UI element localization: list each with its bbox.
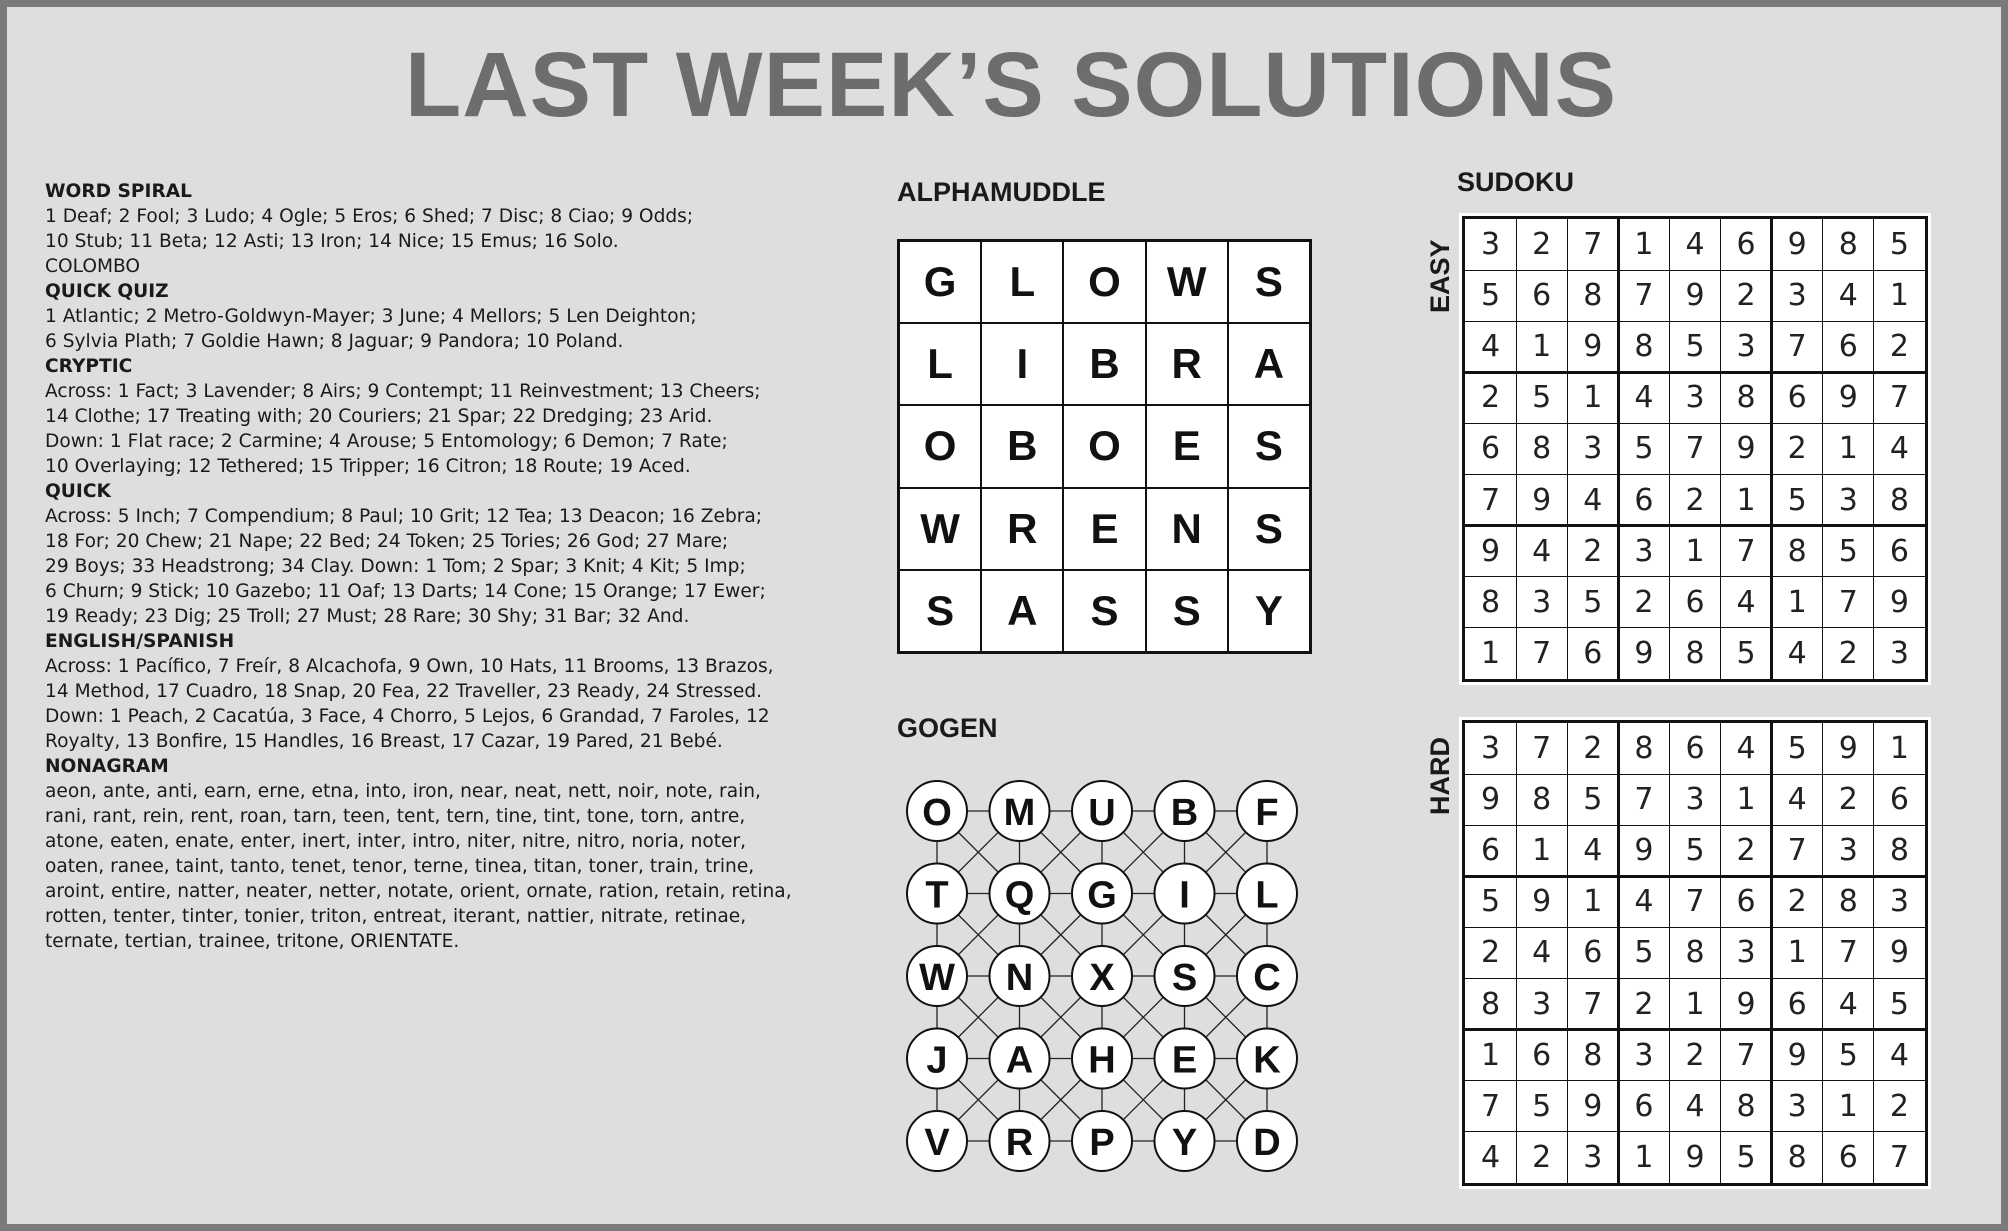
page-title: LAST WEEK’S SOLUTIONS — [405, 34, 1617, 136]
sudoku-cell: 7 — [1532, 731, 1552, 767]
section-answer-line: aroint, entire, natter, neater, netter, notate, orient, ornate, ration, retain, retina, — [45, 881, 792, 902]
sudoku-cell: 9 — [1685, 278, 1705, 314]
alphamuddle-cell: S — [1063, 570, 1145, 652]
gogen-letter: Q — [1004, 874, 1035, 917]
sudoku-cell: 4 — [1634, 884, 1654, 920]
alphamuddle-heading: ALPHAMUDDLE — [897, 177, 1106, 207]
sudoku-cell: 4 — [1889, 431, 1909, 467]
section-heading: QUICK QUIZ — [45, 281, 169, 302]
sudoku-easy-grid — [1462, 216, 1928, 682]
gogen-letter: X — [1089, 957, 1115, 999]
gogen-letter: A — [1005, 1039, 1034, 1082]
section-answer-line: Across: 5 Inch; 7 Compendium; 8 Paul; 10 Grit; 12 Tea; 13 Deacon; 16 Zebra; — [45, 506, 763, 527]
sudoku-cell: 4 — [1583, 833, 1603, 869]
sudoku-cell: 4 — [1685, 1088, 1705, 1124]
sudoku-cell: 2 — [1736, 278, 1756, 314]
section-answer-line: Across: 1 Pacífico, 7 Freír, 8 Alcachofa, 9 Own, 10 Hats, 11 Brooms, 13 Brazos, — [45, 656, 774, 677]
sudoku-cell: 9 — [1634, 635, 1654, 671]
sudoku-heading: SUDOKU — [1457, 167, 1575, 197]
sudoku-cell: 2 — [1736, 833, 1756, 869]
section-heading: ENGLISH/SPANISH — [45, 631, 235, 652]
sudoku-cell: 4 — [1481, 329, 1501, 365]
sudoku-cell: 7 — [1583, 227, 1603, 263]
sudoku-cell: 9 — [1583, 329, 1603, 365]
sudoku-cell: 5 — [1736, 635, 1756, 671]
gogen-letter: I — [1179, 874, 1190, 917]
sudoku-cell: 6 — [1634, 1088, 1654, 1124]
sudoku-cell: 2 — [1889, 329, 1909, 365]
sudoku-cell: 4 — [1736, 584, 1756, 620]
sudoku-hard-grid — [1462, 720, 1928, 1186]
section-answer-line: 14 Method, 17 Cuadro, 18 Snap, 20 Fea, 22 Traveller, 23 Ready, 24 Stressed. — [45, 681, 763, 702]
sudoku-cell: 7 — [1634, 782, 1654, 818]
gogen-letter: B — [1170, 792, 1199, 834]
section-answer-line: 10 Stub; 11 Beta; 12 Asti; 13 Iron; 14 Nice; 15 Emus; 16 Solo. — [45, 231, 619, 252]
sudoku-cell: 8 — [1889, 833, 1909, 869]
alphamuddle-cell: N — [1146, 488, 1228, 570]
sudoku-cell: 6 — [1787, 380, 1807, 416]
sudoku-cell: 4 — [1838, 986, 1858, 1022]
sudoku-cell: 9 — [1889, 935, 1909, 971]
sudoku-cell: 5 — [1532, 1088, 1552, 1124]
sudoku-cell: 9 — [1838, 731, 1858, 767]
alphamuddle-cell: E — [1146, 405, 1228, 487]
sudoku-cell: 2 — [1838, 635, 1858, 671]
sudoku-cell: 4 — [1685, 227, 1705, 263]
sudoku-cell: 2 — [1583, 533, 1603, 569]
sudoku-cell: 4 — [1532, 533, 1552, 569]
sudoku-cell: 8 — [1634, 329, 1654, 365]
sudoku-cell: 1 — [1736, 782, 1756, 818]
section-answer-line: Down: 1 Flat race; 2 Carmine; 4 Arouse; 5 Entomology; 6 Demon; 7 Rate; — [45, 431, 728, 452]
sudoku-cell: 6 — [1532, 278, 1552, 314]
gogen-letter: J — [926, 1039, 948, 1082]
section-answer-line: 1 Deaf; 2 Fool; 3 Ludo; 4 Ogle; 5 Eros; 6 Shed; 7 Disc; 8 Ciao; 9 Odds; — [45, 206, 694, 227]
sudoku-cell: 7 — [1481, 1088, 1501, 1124]
sudoku-cell: 9 — [1685, 1139, 1705, 1175]
sudoku-cell: 6 — [1736, 227, 1756, 263]
sudoku-cell: 2 — [1787, 431, 1807, 467]
alphamuddle-cell: S — [1146, 570, 1228, 652]
sudoku-cell: 7 — [1634, 278, 1654, 314]
sudoku-cell: 2 — [1838, 782, 1858, 818]
sudoku-cell: 3 — [1736, 935, 1756, 971]
alphamuddle-cell: B — [1063, 323, 1145, 405]
sudoku-cell: 1 — [1685, 986, 1705, 1022]
sudoku-cell: 6 — [1838, 329, 1858, 365]
sudoku-cell: 3 — [1787, 1088, 1807, 1124]
sudoku-cell: 2 — [1481, 380, 1501, 416]
gogen-letter: H — [1088, 1039, 1116, 1082]
alphamuddle-cell: I — [981, 323, 1063, 405]
sudoku-cell: 1 — [1736, 482, 1756, 518]
sudoku-cell: 4 — [1787, 635, 1807, 671]
gogen-letter: S — [1171, 957, 1198, 999]
sudoku-cell: 2 — [1685, 1037, 1705, 1073]
sudoku-cell: 3 — [1583, 431, 1603, 467]
sudoku-cell: 6 — [1583, 935, 1603, 971]
sudoku-cell: 3 — [1583, 1139, 1603, 1175]
sudoku-cell: 3 — [1532, 986, 1552, 1022]
sudoku-cell: 9 — [1736, 431, 1756, 467]
alphamuddle-cell: A — [1228, 323, 1310, 405]
sudoku-cell: 3 — [1685, 782, 1705, 818]
sudoku-hard-label: HARD — [1425, 737, 1455, 815]
sudoku-cell: 1 — [1889, 278, 1909, 314]
sudoku-cell: 8 — [1736, 380, 1756, 416]
sudoku-cell: 7 — [1787, 329, 1807, 365]
section-answer-line: atone, eaten, enate, enter, inert, inter, intro, niter, nitre, nitro, noria, noter, — [45, 831, 747, 852]
sudoku-cell: 8 — [1634, 731, 1654, 767]
sudoku-cell: 3 — [1787, 278, 1807, 314]
sudoku-cell: 8 — [1685, 935, 1705, 971]
section-answer-line: aeon, ante, anti, earn, erne, etna, into, iron, near, neat, nett, noir, note, rain, — [45, 781, 761, 802]
gogen-letter: Y — [1171, 1122, 1198, 1164]
sudoku-cell: 3 — [1889, 635, 1909, 671]
alphamuddle-cell: S — [1228, 405, 1310, 487]
sudoku-cell: 3 — [1736, 329, 1756, 365]
sudoku-cell: 6 — [1889, 782, 1909, 818]
sudoku-easy-frame — [1459, 213, 1931, 685]
sudoku-cell: 7 — [1838, 935, 1858, 971]
section-answer-line: 14 Clothe; 17 Treating with; 20 Couriers; 21 Spar; 22 Dredging; 23 Arid. — [45, 406, 713, 427]
gogen-letter: M — [1003, 792, 1036, 834]
gogen-letter: K — [1253, 1039, 1281, 1082]
sudoku-cell: 8 — [1532, 431, 1552, 467]
sudoku-cell: 7 — [1787, 833, 1807, 869]
sudoku-cell: 8 — [1685, 635, 1705, 671]
alphamuddle-cell: B — [981, 405, 1063, 487]
sudoku-cell: 1 — [1787, 935, 1807, 971]
sudoku-cell: 1 — [1481, 635, 1501, 671]
sudoku-cell: 4 — [1838, 278, 1858, 314]
sudoku-cell: 7 — [1889, 1139, 1909, 1175]
sudoku-cell: 8 — [1583, 1037, 1603, 1073]
sudoku-cell: 9 — [1532, 884, 1552, 920]
sudoku-cell: 4 — [1889, 1037, 1909, 1073]
section-heading: QUICK — [45, 481, 111, 502]
sudoku-cell: 2 — [1532, 1139, 1552, 1175]
sudoku-cell: 3 — [1838, 482, 1858, 518]
alphamuddle-cell: A — [981, 570, 1063, 652]
alphamuddle-cell: L — [981, 241, 1063, 323]
sudoku-cell: 9 — [1838, 380, 1858, 416]
sudoku-cell: 1 — [1532, 329, 1552, 365]
sudoku-cell: 5 — [1583, 782, 1603, 818]
section-answer-line: Across: 1 Fact; 3 Lavender; 8 Airs; 9 Contempt; 11 Reinvestment; 13 Cheers; — [45, 381, 761, 402]
sudoku-cell: 6 — [1583, 635, 1603, 671]
sudoku-cell: 6 — [1889, 533, 1909, 569]
sudoku-cell: 8 — [1736, 1088, 1756, 1124]
gogen-letter: G — [1087, 874, 1117, 917]
alphamuddle-cell: S — [899, 570, 981, 652]
sudoku-cell: 4 — [1481, 1139, 1501, 1175]
sudoku-cell: 6 — [1481, 833, 1501, 869]
section-answer-line: 10 Overlaying; 12 Tethered; 15 Tripper; 16 Citron; 18 Route; 19 Aced. — [45, 456, 691, 477]
sudoku-cell: 7 — [1685, 431, 1705, 467]
section-answer-line: 1 Atlantic; 2 Metro-Goldwyn-Mayer; 3 June; 4 Mellors; 5 Len Deighton; — [45, 306, 697, 327]
sudoku-cell: 5 — [1838, 1037, 1858, 1073]
alphamuddle-cell: L — [899, 323, 981, 405]
sudoku-cell: 5 — [1583, 584, 1603, 620]
sudoku-cell: 3 — [1685, 380, 1705, 416]
section-heading: NONAGRAM — [45, 756, 169, 777]
section-answer-line: 6 Sylvia Plath; 7 Goldie Hawn; 8 Jaguar; 9 Pandora; 10 Poland. — [45, 331, 624, 352]
section-answer-line: COLOMBO — [45, 256, 141, 277]
sudoku-cell: 6 — [1736, 884, 1756, 920]
sudoku-cell: 3 — [1838, 833, 1858, 869]
sudoku-cell: 9 — [1889, 584, 1909, 620]
sudoku-cell: 1 — [1838, 431, 1858, 467]
sudoku-cell: 8 — [1787, 533, 1807, 569]
sudoku-cell: 8 — [1583, 278, 1603, 314]
sudoku-cell: 6 — [1634, 482, 1654, 518]
sudoku-cell: 6 — [1787, 986, 1807, 1022]
section-heading: CRYPTIC — [45, 356, 133, 377]
gogen-letter: O — [922, 792, 952, 834]
alphamuddle-cell: E — [1063, 488, 1145, 570]
sudoku-cell: 7 — [1481, 482, 1501, 518]
sudoku-cell: 5 — [1787, 731, 1807, 767]
sudoku-cell: 5 — [1481, 278, 1501, 314]
alphamuddle-cell: O — [899, 405, 981, 487]
alphamuddle-cell: W — [1146, 241, 1228, 323]
sudoku-cell: 5 — [1532, 380, 1552, 416]
sudoku-cell: 6 — [1481, 431, 1501, 467]
gogen-letter: W — [919, 957, 955, 999]
sudoku-cell: 8 — [1889, 482, 1909, 518]
sudoku-cell: 5 — [1634, 935, 1654, 971]
gogen-letter: V — [924, 1122, 950, 1164]
sudoku-cell: 9 — [1634, 833, 1654, 869]
sudoku-cell: 5 — [1787, 482, 1807, 518]
sudoku-cell: 2 — [1685, 482, 1705, 518]
gogen-heading: GOGEN — [897, 713, 998, 743]
sudoku-cell: 7 — [1889, 380, 1909, 416]
gogen-letter: T — [925, 874, 949, 917]
sudoku-cell: 6 — [1685, 584, 1705, 620]
sudoku-cell: 3 — [1634, 1037, 1654, 1073]
sudoku-cell: 9 — [1481, 782, 1501, 818]
sudoku-cell: 5 — [1736, 1139, 1756, 1175]
alphamuddle-cell: O — [1063, 405, 1145, 487]
section-answer-line: Royalty, 13 Bonfire, 15 Handles, 16 Breast, 17 Cazar, 19 Pared, 21 Bebé. — [45, 731, 723, 752]
sudoku-cell: 8 — [1532, 782, 1552, 818]
section-answer-line: oaten, ranee, taint, tanto, tenet, tenor, terne, tinea, titan, toner, train, trine, — [45, 856, 755, 877]
sudoku-cell: 1 — [1532, 833, 1552, 869]
sudoku-cell: 4 — [1787, 782, 1807, 818]
sudoku-cell: 2 — [1787, 884, 1807, 920]
sudoku-cell: 9 — [1481, 533, 1501, 569]
sudoku-cell: 8 — [1838, 884, 1858, 920]
sudoku-cell: 5 — [1889, 986, 1909, 1022]
section-answer-line: rani, rant, rein, rent, roan, tarn, teen, tent, tern, tine, tint, tone, torn, antre, — [45, 806, 746, 827]
sudoku-cell: 8 — [1481, 584, 1501, 620]
section-answer-line: 19 Ready; 23 Dig; 25 Troll; 27 Must; 28 Rare; 30 Shy; 31 Bar; 32 And. — [45, 606, 690, 627]
gogen-letter: P — [1089, 1122, 1115, 1164]
gogen-grid — [897, 771, 1317, 1191]
gogen-letter: R — [1005, 1122, 1034, 1164]
sudoku-cell: 9 — [1583, 1088, 1603, 1124]
sudoku-cell: 1 — [1889, 731, 1909, 767]
sudoku-cell: 3 — [1481, 227, 1501, 263]
sudoku-cell: 6 — [1838, 1139, 1858, 1175]
sudoku-cell: 2 — [1889, 1088, 1909, 1124]
gogen-letter: U — [1088, 792, 1116, 834]
sudoku-hard-frame — [1459, 717, 1931, 1189]
alphamuddle-cell: O — [1063, 241, 1145, 323]
alphamuddle-cell: Y — [1228, 570, 1310, 652]
sudoku-cell: 3 — [1889, 884, 1909, 920]
sudoku-cell: 5 — [1838, 533, 1858, 569]
sudoku-cell: 2 — [1583, 731, 1603, 767]
sudoku-cell: 4 — [1532, 935, 1552, 971]
sudoku-cell: 8 — [1787, 1139, 1807, 1175]
sudoku-cell: 5 — [1685, 833, 1705, 869]
sudoku-cell: 9 — [1736, 986, 1756, 1022]
sudoku-cell: 7 — [1736, 533, 1756, 569]
sudoku-cell: 4 — [1736, 731, 1756, 767]
alphamuddle-cell: R — [1146, 323, 1228, 405]
sudoku-cell: 1 — [1787, 584, 1807, 620]
sudoku-cell: 5 — [1634, 431, 1654, 467]
sudoku-cell: 3 — [1481, 731, 1501, 767]
sudoku-cell: 4 — [1583, 482, 1603, 518]
section-answer-line: rotten, tenter, tinter, tonier, triton, entreat, iterant, nattier, nitrate, retinae, — [45, 906, 747, 927]
sudoku-easy-label: EASY — [1425, 239, 1455, 313]
alphamuddle-cell: G — [899, 241, 981, 323]
sudoku-cell: 2 — [1532, 227, 1552, 263]
section-answer-line: 6 Churn; 9 Stick; 10 Gazebo; 11 Oaf; 13 Darts; 14 Cone; 15 Orange; 17 Ewer; — [45, 581, 766, 602]
gogen-letter: E — [1171, 1039, 1198, 1082]
sudoku-cell: 1 — [1583, 884, 1603, 920]
alphamuddle-cell: S — [1228, 241, 1310, 323]
alphamuddle-grid — [897, 239, 1312, 654]
sudoku-cell: 6 — [1685, 731, 1705, 767]
sudoku-cell: 2 — [1634, 584, 1654, 620]
sudoku-cell: 2 — [1481, 935, 1501, 971]
gogen-letter: C — [1253, 957, 1281, 999]
section-answer-line: 29 Boys; 33 Headstrong; 34 Clay. Down: 1 Tom; 2 Spar; 3 Knit; 4 Kit; 5 Imp; — [45, 556, 746, 577]
sudoku-cell: 7 — [1532, 635, 1552, 671]
sudoku-cell: 1 — [1685, 533, 1705, 569]
sudoku-cell: 9 — [1532, 482, 1552, 518]
section-heading: WORD SPIRAL — [45, 181, 193, 202]
alphamuddle-cell: W — [899, 488, 981, 570]
sudoku-cell: 1 — [1634, 1139, 1654, 1175]
sudoku-cell: 8 — [1838, 227, 1858, 263]
gogen-letter: F — [1255, 792, 1279, 834]
sudoku-cell: 4 — [1634, 380, 1654, 416]
gogen-letter: L — [1255, 874, 1279, 917]
sudoku-cell: 5 — [1889, 227, 1909, 263]
sudoku-cell: 3 — [1634, 533, 1654, 569]
sudoku-cell: 7 — [1685, 884, 1705, 920]
sudoku-cell: 5 — [1481, 884, 1501, 920]
sudoku-cell: 2 — [1634, 986, 1654, 1022]
gogen-letter: N — [1005, 957, 1034, 999]
sudoku-cell: 6 — [1532, 1037, 1552, 1073]
text-solutions-column — [45, 179, 805, 954]
sudoku-cell: 9 — [1787, 227, 1807, 263]
sudoku-cell: 1 — [1583, 380, 1603, 416]
alphamuddle-cell: R — [981, 488, 1063, 570]
sudoku-cell: 9 — [1787, 1037, 1807, 1073]
sudoku-cell: 1 — [1481, 1037, 1501, 1073]
sudoku-cell: 1 — [1838, 1088, 1858, 1124]
section-answer-line: 18 For; 20 Chew; 21 Nape; 22 Bed; 24 Token; 25 Tories; 26 God; 27 Mare; — [45, 531, 729, 552]
alphamuddle-cell: S — [1228, 488, 1310, 570]
sudoku-cell: 8 — [1481, 986, 1501, 1022]
sudoku-cell: 5 — [1685, 329, 1705, 365]
sudoku-cell: 7 — [1838, 584, 1858, 620]
sudoku-cell: 3 — [1532, 584, 1552, 620]
section-answer-line: ternate, tertian, trainee, tritone, ORIENTATE. — [45, 931, 460, 952]
sudoku-cell: 1 — [1634, 227, 1654, 263]
section-answer-line: Down: 1 Peach, 2 Cacatúa, 3 Face, 4 Chorro, 5 Lejos, 6 Grandad, 7 Faroles, 12 — [45, 706, 770, 727]
sudoku-cell: 7 — [1583, 986, 1603, 1022]
sudoku-cell: 7 — [1736, 1037, 1756, 1073]
gogen-letter: D — [1253, 1122, 1281, 1164]
